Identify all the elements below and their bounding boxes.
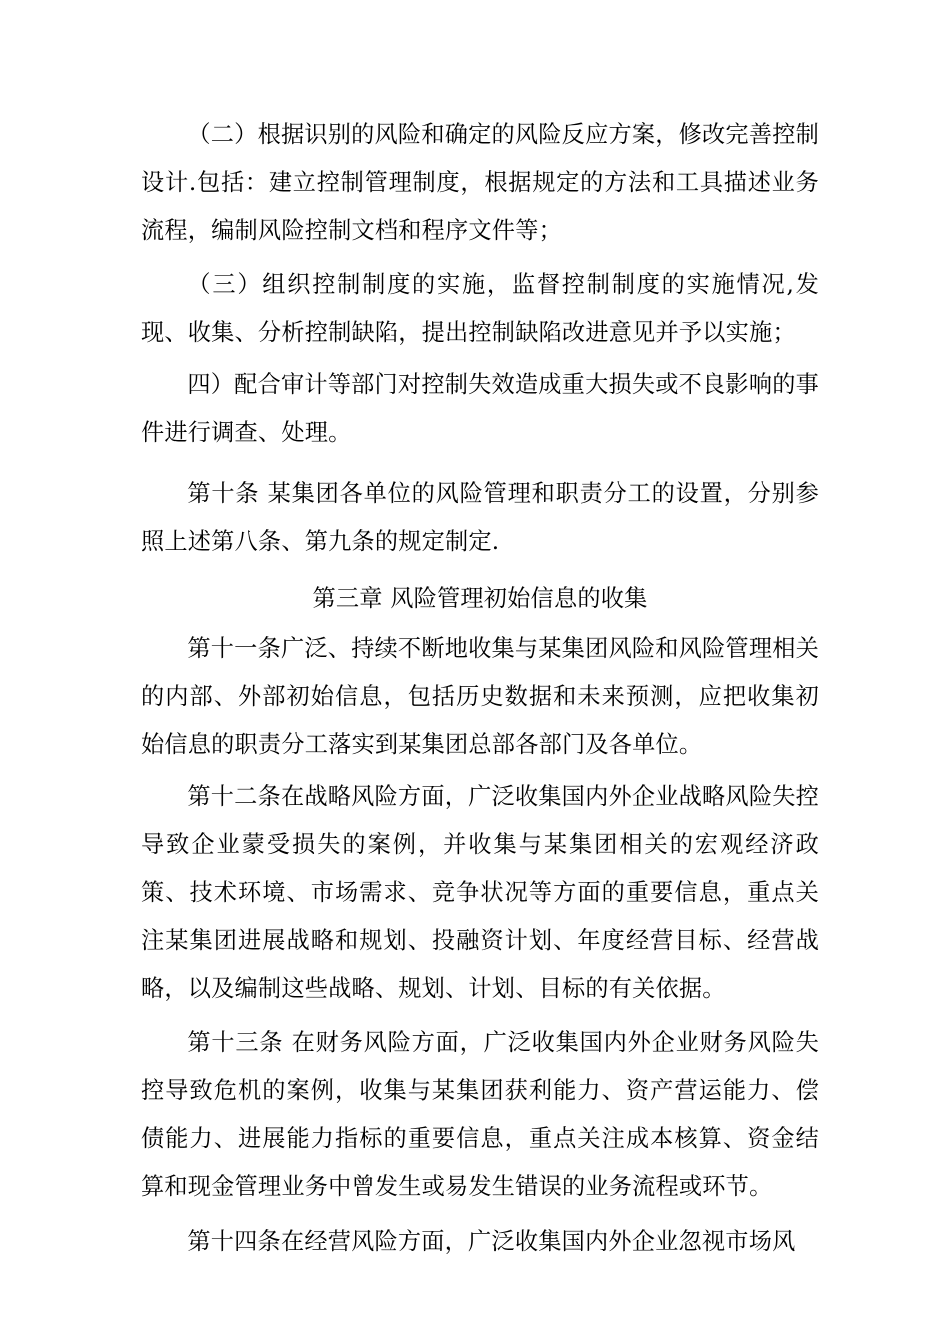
paragraph-audit-cooperation: 四）配合审计等部门对控制失效造成重大损失或不良影响的事件进行调查、处理。 bbox=[141, 371, 819, 446]
paragraph-control-implementation: （三）组织控制制度的实施，监督控制制度的实施情况,发现、收集、分析控制缺陷，提出控制缺陷改进意见并予以实施； bbox=[141, 271, 819, 346]
chapter-heading: 第三章 风险管理初始信息的收集 bbox=[312, 585, 648, 612]
paragraph-article-13: 第十三条 在财务风险方面，广泛收集国内外企业财务风险失控导致危机的案例，收集与某集团获利能力、资产营运能力、偿债能力、进展能力指标的重要信息，重点关注成本核算、资金结算和现金管理业务中曾发生或易发生错误的业务流程或环节。 bbox=[141, 1029, 819, 1200]
paragraph-control-design: （二）根据识别的风险和确定的风险反应方案，修改完善控制设计.包括：建立控制管理制度，根据规定的方法和工具描述业务流程，编制风险控制文档和程序文件等； bbox=[141, 121, 819, 244]
paragraph-article-14: 第十四条在经营风险方面，广泛收集国内外企业忽视市场风 bbox=[187, 1228, 796, 1255]
paragraph-article-12: 第十二条在战略风险方面，广泛收集国内外企业战略风险失控导致企业蒙受损失的案例，并收集与某集团相关的宏观经济政策、技术环境、市场需求、竞争状况等方面的重要信息，重点关注某集团进展战略和规划、投融资计划、年度经营目标、经营战略，以及编制这些战略、规划、计划、目标的有关依据。 bbox=[141, 783, 819, 1002]
paragraph-article-10: 第十条 某集团各单位的风险管理和职责分工的设置，分别参照上述第八条、第九条的规定制定. bbox=[141, 480, 819, 555]
paragraph-article-11: 第十一条广泛、持续不断地收集与某集团风险和风险管理相关的内部、外部初始信息，包括历史数据和未来预测，应把收集初始信息的职责分工落实到某集团总部各部门及各单位。 bbox=[141, 635, 819, 758]
